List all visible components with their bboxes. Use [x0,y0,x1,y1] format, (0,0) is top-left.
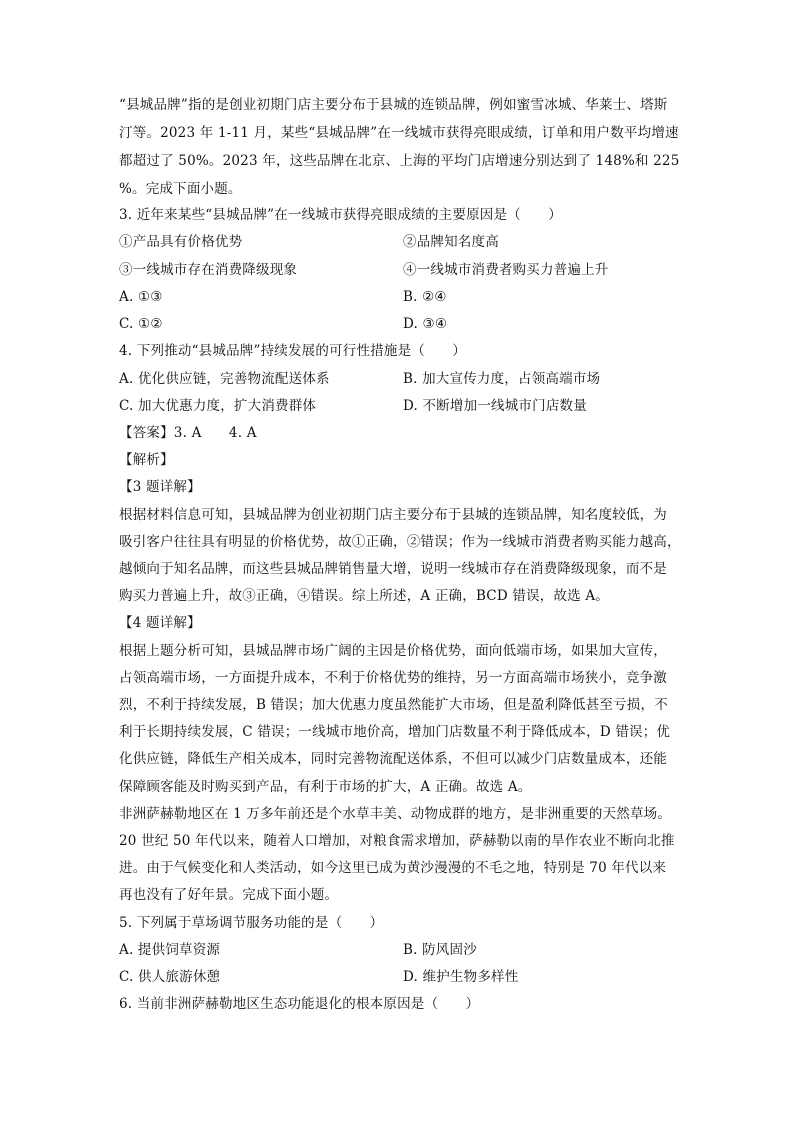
q5-option-c: C. 供人旅游休憩 [119,969,221,985]
detail-4-line-4: 利于长期持续发展，C 错误；一线城市地价高，增加门店数量不利于降低成本，D 错误；优 [119,724,671,740]
question-5-stem: 5. 下列属于草场调节服务功能的是（ ） [119,915,384,931]
q3-option-c: C. ①② [119,316,163,332]
analysis-heading: 【解析】 [119,452,174,468]
q4-option-d: D. 不断增加一线城市门店数量 [403,398,587,414]
q4-option-b: B. 加大宣传力度，占领高端市场 [403,371,601,387]
detail-4-line-6: 保障顾客能及时购买到产品，有利于市场的扩大，A 正确。故选 A。 [119,779,532,795]
detail-3-line-3: 越倾向于知名品牌，而这些县城品牌销售量大增，说明一线城市存在消费降级现象，而不是 [119,561,667,577]
detail-4-line-3: 烈，不利于持续发展，B 错误；加大优惠力度虽然能扩大市场，但是盈利降低甚至亏损，不 [119,697,668,713]
detail-4-heading: 【4 题详解】 [119,615,201,631]
question-4-stem: 4. 下列推动“县城品牌”持续发展的可行性措施是（ ） [119,343,467,359]
detail-4-line-2: 占领高端市场，一方面提升成本，不利于价格优势的维持，另一方面高端市场狭小，竞争激 [119,670,667,686]
q5-option-a: A. 提供饲草资源 [119,942,221,958]
detail-4-line-1: 根据上题分析可知，县城品牌市场广阔的主因是价格优势，面向低端市场，如果加大宣传， [119,643,667,659]
detail-4-line-5: 化供应链，降低生产相关成本，同时完善物流配送体系，不但可以减少门店数量成本，还能 [119,751,667,767]
detail-3-line-4: 购买力普遍上升，故③正确，④错误。综上所述，A 正确，BCD 错误，故选 A。 [119,588,609,604]
sahel-passage-line-1: 非洲萨赫勒地区在 1 万多年前还是个水草丰美、动物成群的地方，是非洲重要的天然草场。 [119,806,672,822]
q3-option-b: B. ②④ [403,289,447,305]
q5-option-b: B. 防风固沙 [403,942,477,958]
question-3-stem: 3. 近年来某些“县城品牌”在一线城市获得亮眼成绩的主要原因是（ ） [119,207,562,223]
passage-line-2: 汀等。2023 年 1-11 月，某些“县城品牌”在一线城市获得亮眼成绩，订单和用户数平均增速 [119,125,679,141]
q3-statement-2: ②品牌知名度高 [403,234,499,250]
q3-option-a: A. ①③ [119,289,163,305]
question-6-stem: 6. 当前非洲萨赫勒地区生态功能退化的根本原因是（ ） [119,996,480,1012]
passage-line-1: “县城品牌”指的是创业初期门店主要分布于县城的连锁品牌，例如蜜雪冰城、华莱士、塔斯 [119,97,668,113]
q3-statement-4: ④一线城市消费者购买力普遍上升 [403,262,609,278]
q5-option-d: D. 维护生物多样性 [403,969,519,985]
passage-line-3: 都超过了 50%。2023 年，这些品牌在北京、上海的平均门店增速分别达到了 148%和 225 [119,153,680,169]
detail-3-line-2: 吸引客户往往具有明显的价格优势，故①正确，②错误；作为一线城市消费者购买能力越高， [119,534,681,550]
q3-statement-3: ③一线城市存在消费降级现象 [119,262,298,278]
sahel-passage-line-4: 再也没有了好年景。完成下面小题。 [119,887,339,903]
q4-option-c: C. 加大优惠力度，扩大消费群体 [119,398,317,414]
q3-option-d: D. ③④ [403,316,448,332]
q4-option-a: A. 优化供应链，完善物流配送体系 [119,371,330,387]
answer-line: 【答案】3. A 4. A [119,425,257,441]
sahel-passage-line-2: 20 世纪 50 年代以来，随着人口增加，对粮食需求增加，萨赫勒以南的旱作农业不断向北推 [119,833,675,849]
q3-statement-1: ①产品具有价格优势 [119,234,243,250]
detail-3-line-1: 根据材料信息可知，县城品牌为创业初期门店主要分布于县城的连锁品牌，知名度较低，为 [119,507,667,523]
detail-3-heading: 【3 题详解】 [119,479,201,495]
sahel-passage-line-3: 进。由于气候变化和人类活动，如今这里已成为黄沙漫漫的不毛之地，特别是 70 年代以来 [119,860,667,876]
passage-line-4: %。完成下面小题。 [119,181,242,197]
